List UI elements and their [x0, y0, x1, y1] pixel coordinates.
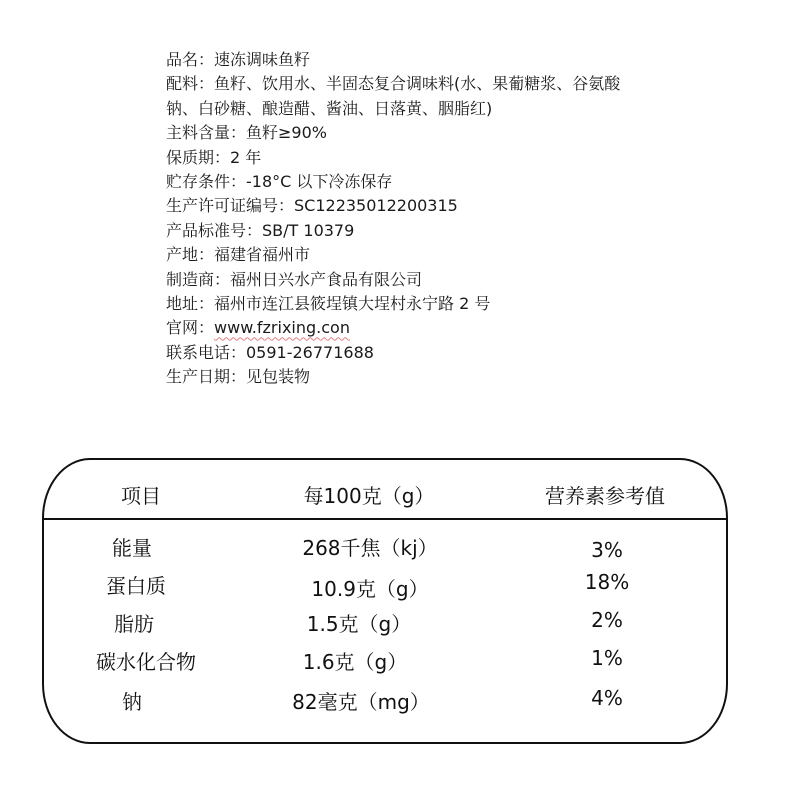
header-item: 项目: [121, 484, 161, 508]
production-date-line: 生产日期：见包装物: [166, 367, 311, 387]
row-fat-item: 脂肪: [114, 612, 154, 636]
row-carb-item: 碳水化合物: [96, 650, 196, 674]
ingredients-line-2: 钠、白砂糖、酿造醋、酱油、日落黄、胭脂红): [166, 98, 493, 118]
product-name-line: 品名：速冻调味鱼籽: [166, 50, 311, 69]
website-url: www.fzrixing.con: [214, 318, 350, 338]
website-label: 官网：: [166, 318, 215, 338]
row-energy-nrv: 3%: [591, 538, 623, 562]
row-sodium-value: 82毫克（mg）: [292, 690, 430, 714]
row-protein-item: 蛋白质: [106, 574, 166, 598]
row-sodium-nrv: 4%: [591, 686, 623, 710]
header-divider: [44, 518, 726, 520]
origin-line: 产地：福建省福州市: [166, 245, 311, 265]
row-sodium-item: 钠: [122, 690, 142, 714]
website-line: [166, 316, 726, 340]
header-nrv: 营养素参考值: [545, 484, 665, 508]
row-energy-item: 能量: [112, 536, 152, 560]
row-carb-nrv: 1%: [591, 646, 623, 670]
row-protein-nrv: 18%: [584, 570, 630, 594]
row-energy-value: 268千焦（kj）: [302, 536, 438, 560]
row-fat-value: 1.5克（g）: [306, 612, 412, 636]
row-fat-nrv: 2%: [591, 608, 623, 632]
address-line: 地址：福州市连江县筱埕镇大埕村永宁路 2 号: [166, 294, 491, 314]
license-line: 生产许可证编号：SC12235012200315: [166, 196, 458, 216]
nutrition-table: [42, 458, 728, 744]
product-label-text: [166, 48, 726, 390]
main-content-line: 主料含量：鱼籽≥90%: [166, 123, 327, 143]
manufacturer-line: 制造商：福州日兴水产食品有限公司: [166, 269, 423, 289]
header-per100g: 每100克（g）: [303, 484, 435, 508]
ingredients-line-1: 配料：鱼籽、饮用水、半固态复合调味料(水、果葡糖浆、谷氨酸: [166, 74, 621, 94]
standard-line: 产品标准号：SB/T 10379: [166, 220, 355, 240]
storage-line: 贮存条件：-18°C 以下冷冻保存: [166, 172, 393, 192]
row-protein-value: 10.9克（g）: [311, 577, 429, 601]
phone-line: 联系电话：0591-26771688: [166, 342, 374, 362]
row-carb-value: 1.6克（g）: [302, 650, 408, 674]
shelf-life-line: 保质期：2 年: [166, 147, 262, 167]
